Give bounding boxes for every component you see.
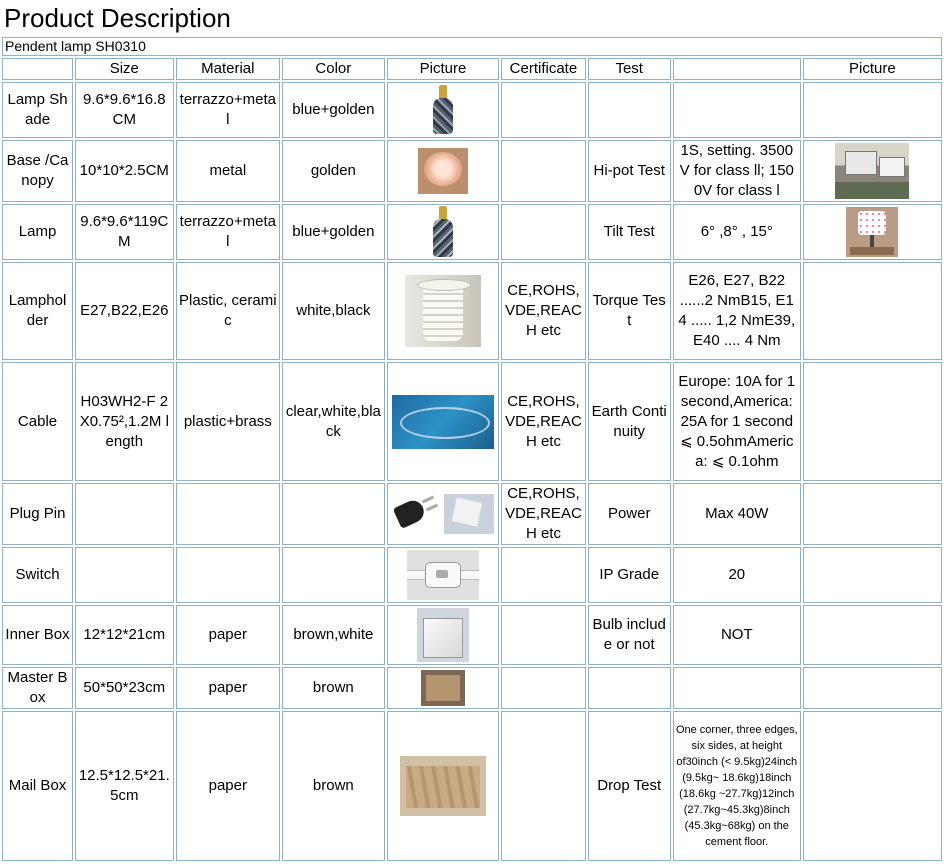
table-row bbox=[2, 204, 942, 260]
size-cell: E27,B22,E26 bbox=[75, 262, 173, 360]
color-cell: brown bbox=[282, 667, 385, 709]
picture-cell bbox=[387, 483, 500, 545]
header-cell: Test bbox=[588, 58, 671, 80]
test-cell: Drop Test bbox=[588, 711, 671, 861]
certificate-cell bbox=[501, 667, 585, 709]
test-picture-cell bbox=[803, 667, 942, 709]
test-value-cell: E26, E27, B22 ......2 NmB15, E14 ..... 1,2 NmE39, E40 .... 4 Nm bbox=[673, 262, 801, 360]
size-cell: 9.6*9.6*119CM bbox=[75, 204, 173, 260]
header-cell bbox=[2, 58, 73, 80]
test-value-cell: Max 40W bbox=[673, 483, 801, 545]
size-cell: 9.6*9.6*16.8CM bbox=[75, 82, 173, 138]
canopy-photo bbox=[418, 148, 468, 194]
test-cell: Tilt Test bbox=[588, 204, 671, 260]
test-picture-cell bbox=[803, 483, 942, 545]
test-cell: IP Grade bbox=[588, 547, 671, 603]
certificate-cell bbox=[501, 204, 585, 260]
table-row bbox=[2, 667, 942, 709]
certificate-cell: CE,ROHS,VDE,REACH etc bbox=[501, 262, 585, 360]
picture-cell bbox=[387, 82, 500, 138]
test-picture-cell bbox=[803, 362, 942, 481]
table-row bbox=[2, 82, 942, 138]
size-cell: 50*50*23cm bbox=[75, 667, 173, 709]
page-title: Product Description bbox=[4, 3, 231, 33]
test-picture-cell bbox=[803, 262, 942, 360]
test-value-cell bbox=[673, 82, 801, 138]
test-picture-cell bbox=[803, 711, 942, 861]
color-cell: blue+golden bbox=[282, 82, 385, 138]
test-cell: Hi-pot Test bbox=[588, 140, 671, 202]
lamp-shade-photo bbox=[428, 85, 458, 135]
color-cell bbox=[282, 547, 385, 603]
table-row bbox=[2, 483, 942, 545]
part-name-cell: Cable bbox=[2, 362, 73, 481]
tilt-test-photo bbox=[846, 207, 898, 257]
test-value-cell: 6° ,8° , 15° bbox=[673, 204, 801, 260]
table-row bbox=[2, 547, 942, 603]
header-cell: Picture bbox=[387, 58, 500, 80]
test-value-cell: Europe: 10A for 1 second,America: 25A for 1 second ⩽ 0.5ohmAmerica: ⩽ 0.1ohm bbox=[673, 362, 801, 481]
test-cell: Torque Test bbox=[588, 262, 671, 360]
test-cell bbox=[588, 667, 671, 709]
material-cell bbox=[176, 483, 281, 545]
part-name-cell: Base /Canopy bbox=[2, 140, 73, 202]
test-picture-cell bbox=[803, 547, 942, 603]
header-cell bbox=[673, 58, 801, 80]
test-cell: Earth Continuity bbox=[588, 362, 671, 481]
material-cell: paper bbox=[176, 605, 281, 665]
lampholder-photo bbox=[405, 275, 481, 347]
master-box-photo bbox=[421, 670, 465, 706]
test-cell bbox=[588, 82, 671, 138]
test-picture-cell bbox=[803, 140, 942, 202]
part-name-cell: Plug Pin bbox=[2, 483, 73, 545]
part-name-cell: Lamp bbox=[2, 204, 73, 260]
material-cell: paper bbox=[176, 711, 281, 861]
certificate-cell: CE,ROHS,VDE,REACH etc bbox=[501, 362, 585, 481]
color-cell: brown bbox=[282, 711, 385, 861]
plug-box-photo bbox=[444, 494, 494, 534]
picture-cell bbox=[387, 547, 500, 603]
header-cell: Material bbox=[176, 58, 281, 80]
test-cell: Bulb include or not bbox=[588, 605, 671, 665]
picture-cell bbox=[387, 667, 500, 709]
test-picture-cell bbox=[803, 82, 942, 138]
size-cell: 12*12*21cm bbox=[75, 605, 173, 665]
product-table bbox=[0, 35, 944, 863]
test-value-cell: One corner, three edges, six sides, at height of30inch (< 9.5kg)24inch (9.5kg~ 18.6kg)18inch (18.6kg ~27.7kg)12inch (27.7kg~45.3kg)8inch (45.3kg~68kg) on the cement floor. bbox=[673, 711, 801, 861]
test-value-cell: 1S, setting. 3500V for class ll; 1500V for class l bbox=[673, 140, 801, 202]
material-cell bbox=[176, 547, 281, 603]
table-row bbox=[2, 362, 942, 481]
certificate-cell bbox=[501, 605, 585, 665]
table-row bbox=[2, 140, 942, 202]
table-row bbox=[2, 711, 942, 861]
switch-photo bbox=[407, 550, 479, 600]
size-cell: H03WH2-F 2X0.75²,1.2M length bbox=[75, 362, 173, 481]
part-name-cell: Inner Box bbox=[2, 605, 73, 665]
test-value-cell bbox=[673, 667, 801, 709]
header-row bbox=[2, 58, 942, 80]
plug-pin-photo bbox=[392, 492, 442, 536]
test-value-cell: NOT bbox=[673, 605, 801, 665]
color-cell: brown,white bbox=[282, 605, 385, 665]
table-row bbox=[2, 605, 942, 665]
header-cell: Size bbox=[75, 58, 173, 80]
test-picture-cell bbox=[803, 204, 942, 260]
picture-cell bbox=[387, 362, 500, 481]
table-row bbox=[2, 262, 942, 360]
material-cell: terrazzo+metal bbox=[176, 82, 281, 138]
picture-cell bbox=[387, 605, 500, 665]
product-name: Pendent lamp SH0310 bbox=[2, 37, 942, 56]
mail-box-photo bbox=[400, 756, 486, 816]
part-name-cell: Switch bbox=[2, 547, 73, 603]
color-cell: white,black bbox=[282, 262, 385, 360]
certificate-cell: CE,ROHS,VDE,REACH etc bbox=[501, 483, 585, 545]
material-cell: metal bbox=[176, 140, 281, 202]
part-name-cell: Lampholder bbox=[2, 262, 73, 360]
picture-cell bbox=[387, 204, 500, 260]
lamp-photo bbox=[428, 206, 458, 258]
header-cell: Certificate bbox=[501, 58, 585, 80]
part-name-cell: Lamp Shade bbox=[2, 82, 73, 138]
size-cell: 12.5*12.5*21.5cm bbox=[75, 711, 173, 861]
picture-cell bbox=[387, 140, 500, 202]
cable-photo bbox=[392, 395, 494, 449]
size-cell: 10*10*2.5CM bbox=[75, 140, 173, 202]
hipot-test-photo bbox=[835, 143, 909, 199]
test-value-cell: 20 bbox=[673, 547, 801, 603]
picture-cell bbox=[387, 711, 500, 861]
test-cell: Power bbox=[588, 483, 671, 545]
material-cell: Plastic, ceramic bbox=[176, 262, 281, 360]
color-cell bbox=[282, 483, 385, 545]
material-cell: terrazzo+metal bbox=[176, 204, 281, 260]
picture-cell bbox=[387, 262, 500, 360]
header-cell: Picture bbox=[803, 58, 942, 80]
color-cell: golden bbox=[282, 140, 385, 202]
certificate-cell bbox=[501, 140, 585, 202]
certificate-cell bbox=[501, 547, 585, 603]
inner-box-photo bbox=[417, 608, 469, 662]
certificate-cell bbox=[501, 82, 585, 138]
color-cell: clear,white,black bbox=[282, 362, 385, 481]
test-picture-cell bbox=[803, 605, 942, 665]
color-cell: blue+golden bbox=[282, 204, 385, 260]
certificate-cell bbox=[501, 711, 585, 861]
part-name-cell: Mail Box bbox=[2, 711, 73, 861]
size-cell bbox=[75, 483, 173, 545]
size-cell bbox=[75, 547, 173, 603]
material-cell: plastic+brass bbox=[176, 362, 281, 481]
header-cell: Color bbox=[282, 58, 385, 80]
part-name-cell: Master Box bbox=[2, 667, 73, 709]
material-cell: paper bbox=[176, 667, 281, 709]
